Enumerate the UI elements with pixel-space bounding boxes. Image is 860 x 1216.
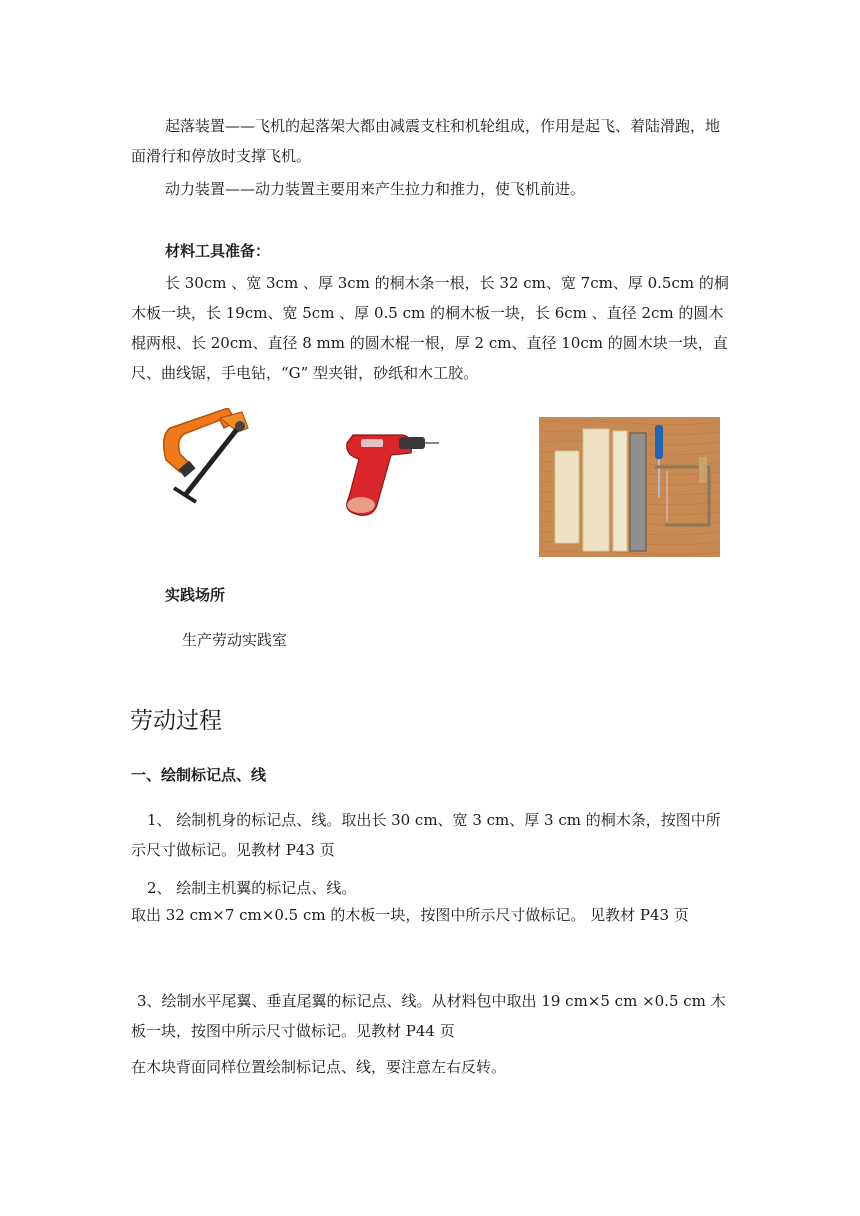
section1-heading: 一、绘制标记点、线 [131,766,267,784]
step1-paragraph: 1、 绘制机身的标记点、线。取出长 30 cm、宽 3 cm、厚 3 cm 的桐木条，按图中所示尺寸做标记。见教材 P43 页 [131,811,721,859]
process-title: 劳动过程 [130,708,222,734]
wood-and-tools-image [539,417,720,557]
power-unit-paragraph: 动力装置——动力装置主要用来产生拉力和推力，使飞机前进。 [165,180,586,198]
note-paragraph: 在木块背面同样位置绘制标记点、线，要注意左右反转。 [131,1058,507,1076]
hand-drill-image [333,425,443,525]
g-clamp-image [150,408,260,508]
venue-text: 生产劳动实践室 [182,631,288,649]
step3-paragraph: 3、绘制水平尾翼、垂直尾翼的标记点、线。从材料包中取出 19 cm×5 cm ×0.5 cm 木板一块，按图中所示尺寸做标记。见教材 P44 页 [131,992,726,1040]
landing-gear-paragraph: 起落装置——飞机的起落架大都由减震支柱和机轮组成，作用是起飞、着陆滑跑，地面滑行和停放时支撑飞机。 [131,117,721,165]
materials-paragraph: 长 30cm 、宽 3cm 、厚 3cm 的桐木条一根，长 32 cm、宽 7cm、厚 0.5cm 的桐木板一块，长 19cm、宽 5cm 、厚 0.5 cm 的桐木板一块，长 6cm 、直径 2cm 的圆木棍两根、长 20cm、直径 8 mm 的圆木棍一根，厚 2 cm、直径 10cm 的圆木块一块，直尺、曲线锯，手电钻，“G” 型夹钳，砂纸和木工胶。 [131,274,729,382]
step2-title: 2、 绘制主机翼的标记点、线。 [147,879,357,897]
step2-paragraph: 取出 32 cm×7 cm×0.5 cm 的木板一块，按图中所示尺寸做标记。 见教材 P43 页 [131,906,689,924]
materials-heading: 材料工具准备： [165,242,271,260]
venue-heading: 实践场所 [165,586,226,604]
